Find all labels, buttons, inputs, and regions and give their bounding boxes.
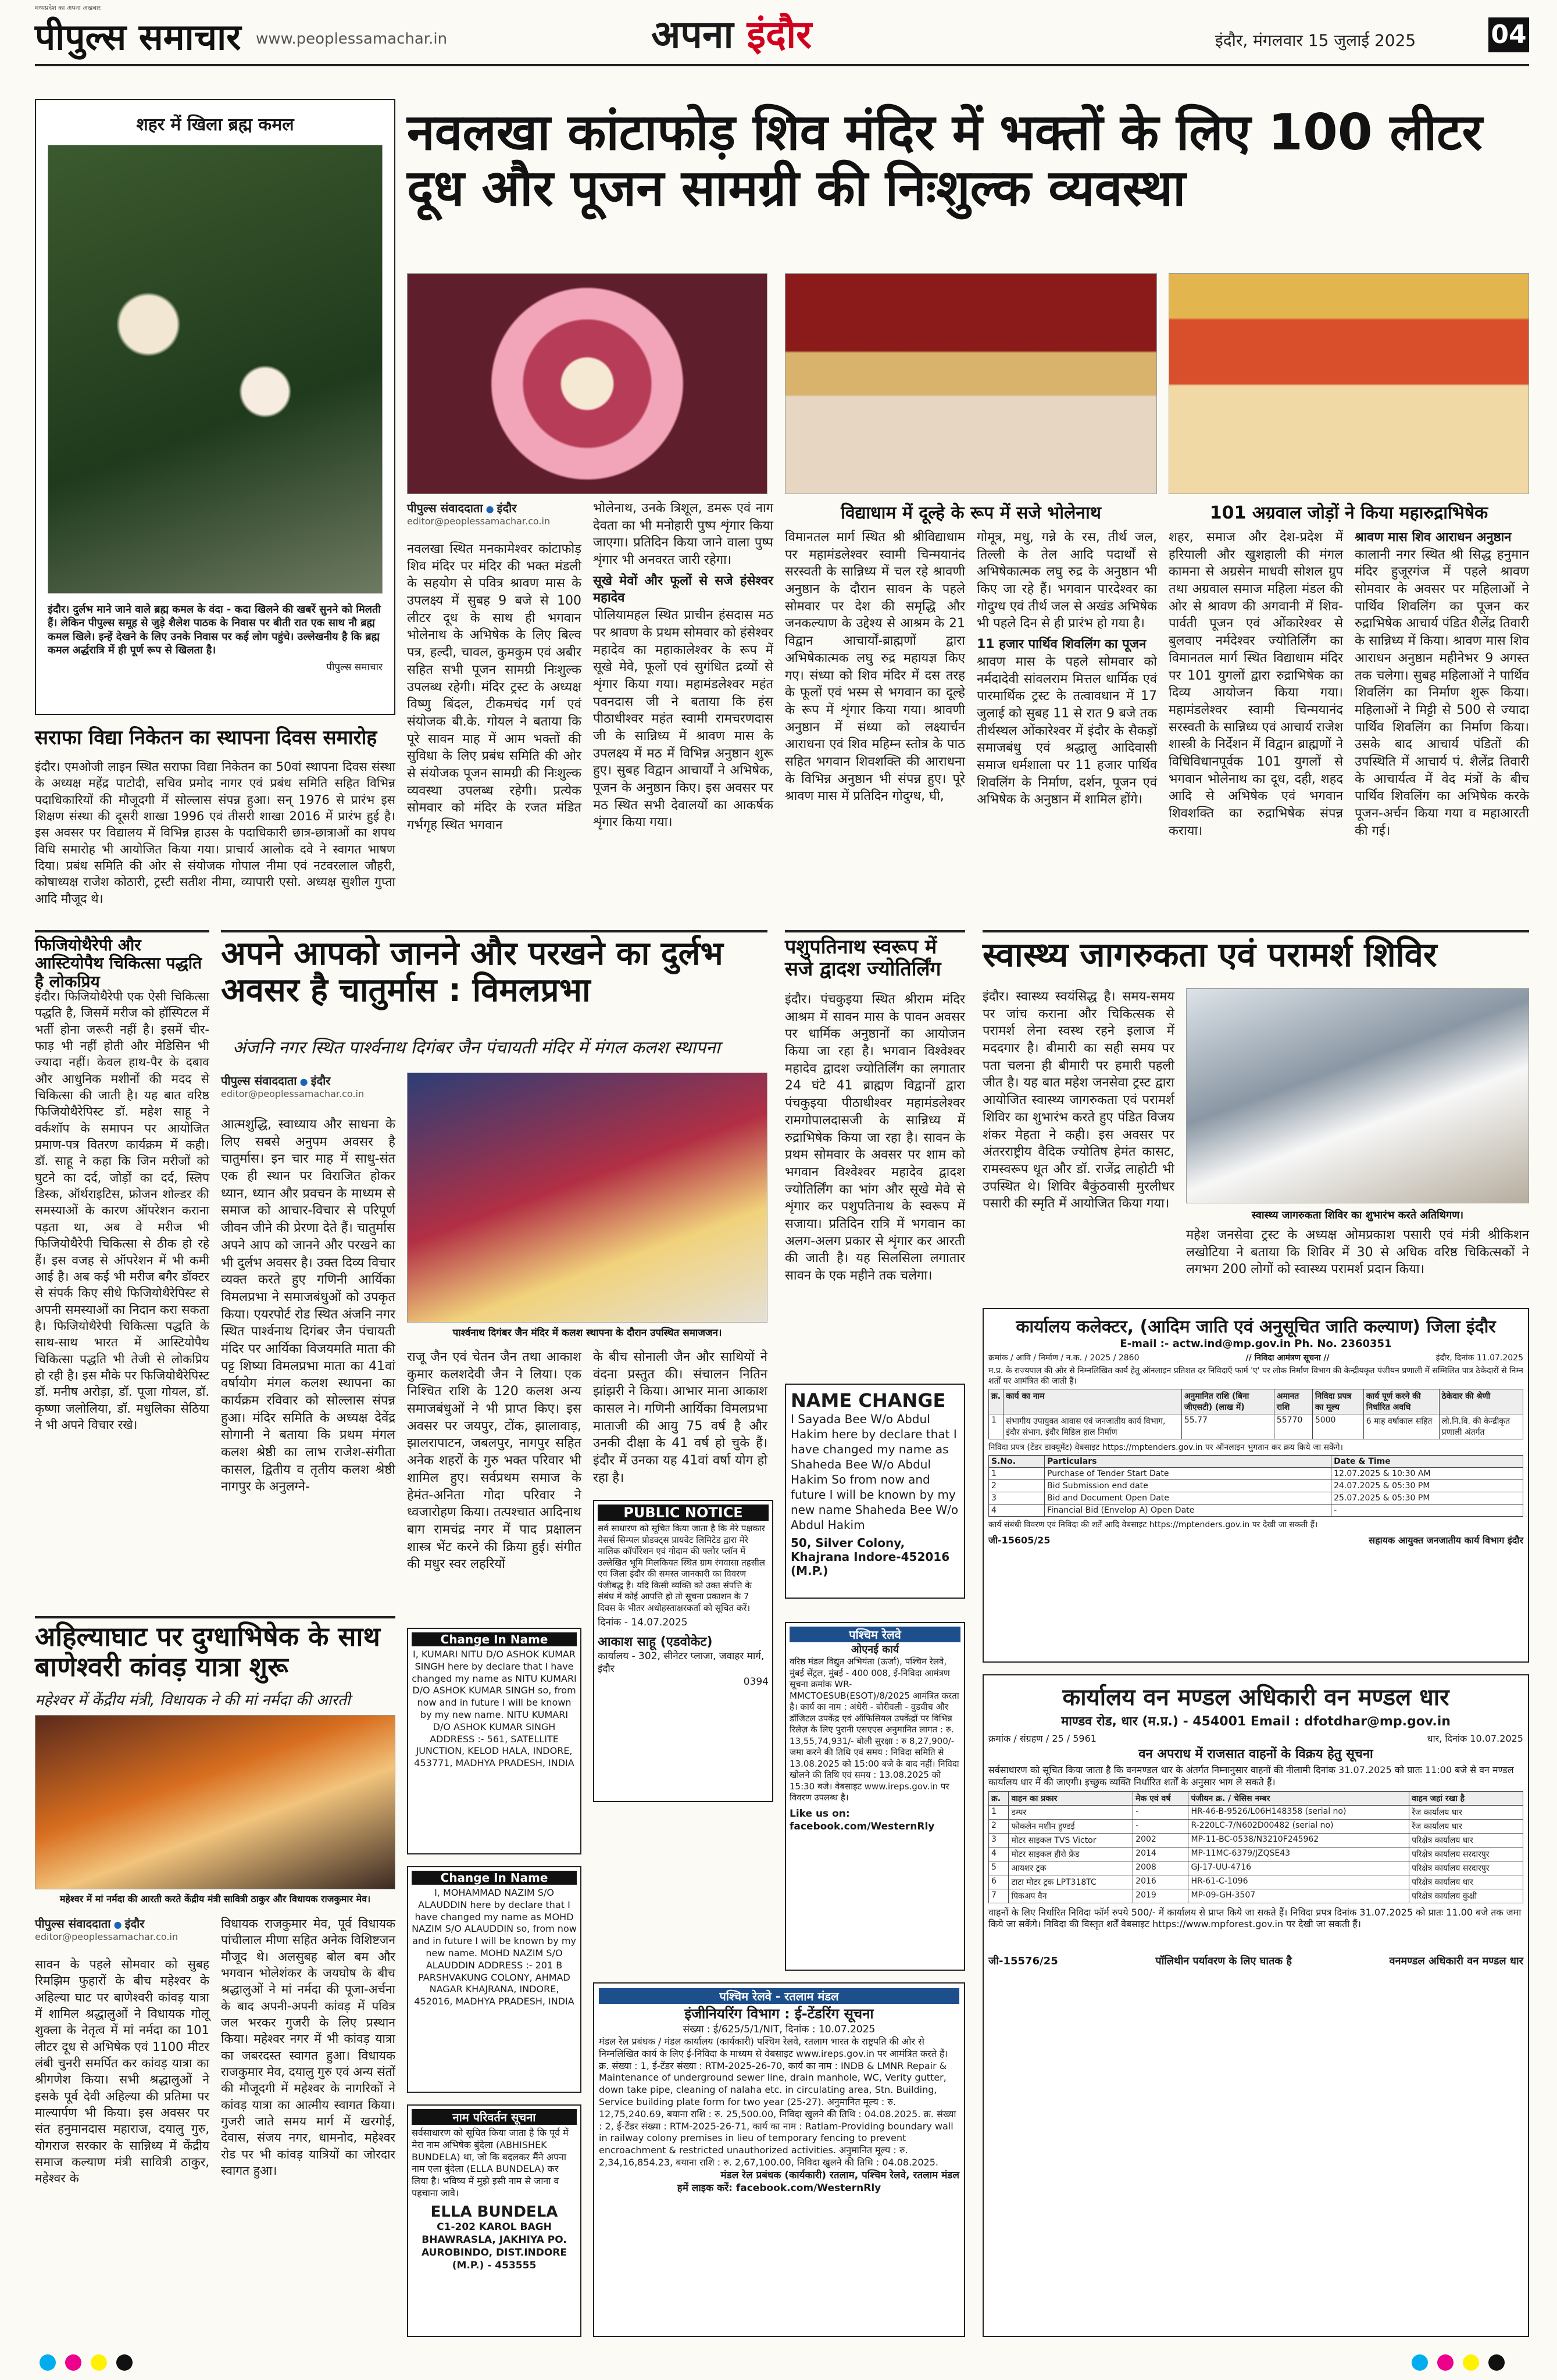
table-header: कार्य का नाम — [1004, 1389, 1182, 1414]
main-body-3: पोलियामहल स्थित प्राचीन हंसदास मठ पर श्रावण के प्रथम सोमवार को हंसेश्वर महादेव का महाकालेश्वर के रूप में सूखे मेवे, फूलों एवं सुगंधित द्रव्यों से शृंगार किया गया। महामंडलेश्वर महंत पवनदास जी ने बताया कि हंस पीठाधीश्वर महंत स्वामी रामचरणदास जी के सान्निध्य में श्रावण मास के उपलक्ष्य में मठ में विभिन्न अनुष्ठान शुरू हुए। सुबह विद्वान आचार्यों ने अभिषेक, पूजन के अनुष्ठान किए। इस अवसर पर मठ स्थित सभी देवालयों का आकर्षक शृंगार किया गया। — [593, 608, 773, 830]
jain-email[interactable]: editor@peoplessamachar.co.in — [221, 1088, 365, 1099]
table-header: Date & Time — [1331, 1456, 1523, 1468]
table-cell: टाटा मोटर ट्रक LPT318TC — [1009, 1875, 1133, 1889]
table-cell: R-220LC-7/N602D00482 (serial no) — [1188, 1819, 1409, 1833]
main-body-1: नवलखा स्थित मनकामेश्वर कांटाफोड़ शिव मंदिर पर मंदिर की भक्त मंडली के सहयोग से पवित्र श्रावण मास के उपलक्ष्य में सुबह 9 बजे से 100 लीटर दूध के साथ ही भगवान भोलेनाथ के अभिषेक के लिए बिल्व पत्र, हल्दी, चावल, कुमकुम एवं अबीर सहित सभी पूजन सामग्री निःशुल्क उपलब्ध रहेगी। मंदिर ट्रस्ट के अध्यक्ष विष्णु बिंदल, टीकमचंद गर्ग एवं संयोजक बी.के. गोयल ने बताया कि पूरे सावन माह में आम भक्तों की सुविधा के लिए प्रबंध समिति की ओर से संयोजक पूजन सामग्री की निःशुल्क व्यवस्था उपलब्ध रहेगी। प्रत्येक सोमवार को मंदिर के रजत मंडित गर्भगृह स्थित भगवान — [407, 542, 581, 832]
pashupati-body: इंदौर। पंचकुइया स्थित श्रीराम मंदिर आश्रम में सावन मास के पावन अवसर पर धार्मिक अनुष्ठानों का आयोजन किया जा रहा है। भगवान विश्वेश्वर महादेव द्वादश ज्योतिर्लिंग का लगातार 24 घंटे 41 ब्राह्मण विद्वानों द्वारा पंचकुइया पीठाधीश्वर महामंडलेश्वर रामगोपालदासजी के सान्निध्य में रुद्राभिषेक किया जा रहा है। सावन के प्रथम सोमवार के अवसर पर शाम को भगवान विश्वेश्वर महादेव द्वादश ज्योतिर्लिंग का भांग और सूखे मेवे से शृंगार कर पशुपतिनाथ के स्वरूप में सजाया। प्रतिदिन रात्रि में भगवान का अलग-अलग प्रकार से शृंगार कर आरती की जाती है। यह सिलसिला लगातार सावन के एक महीने तक चलेगा। — [785, 992, 965, 1283]
forest-contact: माण्डव रोड, धार (म.प्र.) - 454001 Email : dfotdhar@mp.gov.in — [1061, 1714, 1451, 1729]
table-header: वाहन का प्रकार — [1009, 1791, 1133, 1805]
forest-jee: जी-15576/25 — [988, 1955, 1058, 1968]
sarafa-headline: सराफा विद्या निकेतन का स्थापना दिवस समारोह — [35, 726, 377, 749]
railway-2-subtitle: इंजीनियरिंग विभाग : ई-टेंडरिंग सूचना — [684, 2006, 874, 2022]
brahma-caption: इंदौर। दुर्लभ माने जाने वाले ब्रह्म कमल के वंदा - कदा खिलने की खबरें सुनने को मिलती हैं। लेकिन पीपुल्स समूह से जुड़े शैलेश पाठक के निवास पर बीती रात एक साथ नौ ब्रह्म कमल खिले। इन्हें देखने के लिए उनके निवास पर कई लोग पहुंचे। उल्लेखनीय है कि ब्रह्म कमल अर्द्धरात्रि में ही पूर्ण रूप से खिलता है। — [48, 603, 381, 657]
railway-1-title: पश्चिम रेलवे — [790, 1627, 960, 1642]
change-name-1-title: Change In Name — [412, 1632, 577, 1646]
collector-schedule — [988, 1455, 1523, 1517]
table-cell: Financial Bid (Envelop A) Open Date — [1045, 1505, 1331, 1517]
table-header: ठेकेदार की श्रेणी — [1439, 1389, 1523, 1414]
table-row — [989, 1889, 1523, 1903]
table-cell: 7 — [989, 1889, 1009, 1903]
table-header: निविदा प्रपत्र का मूल्य — [1312, 1389, 1363, 1414]
table-cell: Bid Submission end date — [1045, 1480, 1331, 1492]
public-notice-date: दिनांक - 14.07.2025 — [598, 1617, 688, 1628]
table-cell: 2 — [989, 1480, 1045, 1492]
ahilya-byline: पीपुल्स संवाददाता ● इंदौर editor@peoplessamachar.co.in — [35, 1916, 209, 1942]
main-sub-3: श्रावण मास शिव आराधन अनुष्ठान — [1355, 530, 1512, 545]
table-header: S.No. — [989, 1456, 1045, 1468]
table-cell: 3 — [989, 1833, 1009, 1847]
table-row — [989, 1833, 1523, 1847]
table-cell: परिक्षेत्र कार्यालय धार — [1409, 1875, 1523, 1889]
forest-date: धार, दिनांक 10.07.2025 — [1427, 1733, 1523, 1744]
collector-jee: जी-15605/25 — [988, 1535, 1051, 1546]
railway-1-text: वरिष्ठ मंडल विद्युत अभियंता (ऊर्जा), पश्चिम रेलवे, मुंबई सेंट्रल, मुंबई - 400 008, ई-निविदा आमंत्रण सूचना क्रमांक WR-MMCTOESUB(ESOT)/8/2025 आमंत्रित करता है। कार्य का नाम : अंधेरी - बोरीवली - वुडवीच और डॉजिटल उपकेंद्र एवं ऑफिसियल उपकेंद्रों पर विभिन्न रिलेज़ के लिए पुरानी एसएएस अनुमानित लागत : रु. 13,55,74,931/- बोली सुरक्षा : रु 8,27,900/- जमा करने की तिथि एवं समय : निविदा समिति से 13.08.2025 को 15:00 बजे के बाद नहीं। निविदा खोलने की तिथि एवं समय : 13.08.2025 को 15:30 बजे। वेबसाइट www.ireps.gov.in पर विवरण उपलब्ध है। — [790, 1656, 959, 1803]
change-name-1-text: I, KUMARI NITU D/O ASHOK KUMAR SINGH here by declare that I have changed my name as NITU KUMARI D/O ASHOK KUMAR SINGH so, from now and in future I will be known by my new name. NITU KUMARI D/O ASHOK KUMAR SINGH ADDRESS :- 561, SATELLITE JUNCTION, KELOD HALA, INDORE, 453771, MADHYA PRADESH, INDIA — [412, 1649, 577, 1769]
forest-note: वाहनों के लिए निर्धारित निविदा फॉर्म रुपये 500/- में कार्यालय से प्राप्त किये जा सकते हैं। निविदा प्रपत्र दिनांक 31.07.2025 को प्रातः 11.00 बजे तक जमा किये जा सकेंगे। निविदा की विस्तृत शर्तें वेबसाइट https://www.mpforest.gov.in पर देखी जा सकती हैं। — [988, 1906, 1522, 1930]
paper-url[interactable]: www.peoplessamachar.in — [256, 30, 448, 48]
table-cell: 2002 — [1133, 1833, 1188, 1847]
change-name-3-name: ELLA BUNDELA — [430, 2203, 558, 2221]
table-cell: 2014 — [1133, 1847, 1188, 1861]
table-row — [989, 1875, 1523, 1889]
change-name-2-title: Change In Name — [412, 1871, 577, 1885]
table-cell: HR-46-B-9526/L06H148358 (serial no) — [1188, 1805, 1409, 1819]
main-body-5: गोमूत्र, मधु, गन्ने के रस, तीर्थ जल, तिल्ली के तेल आदि पदार्थों से अभिषेकात्मक लघु रुद्र के अनुष्ठान भी किए जा रहे हैं। भगवान पारदेश्वर का गोदुग्ध एवं तीर्थ जल से अखंड अभिषेक भी पहले दिन से ही प्रारंभ हो गया है। — [977, 530, 1157, 631]
table-row — [989, 1861, 1523, 1875]
print-color-marks-left — [35, 2354, 137, 2373]
name-change-title: NAME CHANGE — [791, 1389, 946, 1411]
table-cell: - — [1133, 1819, 1188, 1833]
change-name-2-text: I, MOHAMMAD NAZIM S/O ALAUDDIN here by declare that I have changed my name as MOHD NAZIM S/O ALAUDDIN so, from now and in future I will be known by my new name. MOHD NAZIM S/O ALAUDDIN ADDRESS :- 201 B PARSHVAKUNG COLONY, AHMAD NAGAR KHAJRANA, INDORE, 452016, MADHYA PRADESH, INDIA — [412, 1887, 577, 2007]
page-number: 04 — [1488, 17, 1529, 52]
pashupati-headline: पशुपतिनाथ स्वरूप में सजे द्वादश ज्योतिर्लिंग — [785, 935, 941, 981]
collector-sign: सहायक आयुक्त जनजातीय कार्य विभाग इंदौर — [1369, 1535, 1523, 1546]
table-cell: - — [1133, 1805, 1188, 1819]
table-header: क्र. — [989, 1791, 1009, 1805]
main-photo-2 — [785, 273, 1157, 494]
health-rule — [983, 930, 1529, 932]
change-name-3 — [407, 2104, 581, 2337]
health-body-2: महेश जनसेवा ट्रस्ट के अध्यक्ष ओमप्रकाश पसारी एवं मंत्री श्रीकिशन लखोटिया ने बताया कि शिविर में 30 से अधिक वरिष्ठ चिकित्सकों ने लगभग 200 लोगों को स्वास्थ्य परामर्श प्रदान किया। — [1186, 1228, 1529, 1277]
table-cell: 2019 — [1133, 1889, 1188, 1903]
collector-notice-label: // निविदा आमंत्रण सूचना // — [1245, 1353, 1330, 1363]
change-name-2 — [407, 1866, 581, 2093]
table-row — [989, 1492, 1523, 1505]
public-notice-text: सर्व साधारण को सूचित किया जाता है कि मेरे पक्षकार मेसर्स सिम्पल प्रोडक्ट्स प्रायवेट लिमिटेड द्वारा मेरे मालिक कॉर्पोरेशन एवं गोदाम की फ्लोर प्लॉन में उल्लेखित भूमि मिलकियत स्थित ग्राम रंगवासा तहसील एवं जिला इंदौर की समस्त जानकारी का विवरण पंजीबद्ध है। यदि किसी व्यक्ति को उक्त संपत्ति के संबंध में कोई आपत्ति हो तो सूचना प्रकाशन के 7 दिवस के भीतर अधोहस्ताक्षरकर्ता को सूचित करें। — [598, 1523, 765, 1613]
table-cell: परिक्षेत्र कार्यालय सरदारपुर — [1409, 1847, 1523, 1861]
collector-notice — [983, 1308, 1529, 1663]
table-cell: 25.07.2025 & 05:30 PM — [1331, 1492, 1523, 1505]
jain-byline: पीपुल्स संवाददाता ● इंदौर editor@peoplessamachar.co.in — [221, 1073, 395, 1099]
railway-notice-1 — [785, 1622, 965, 1971]
table-cell: 6 माह वर्षाकाल सहित — [1363, 1414, 1439, 1439]
table-cell: डम्पर — [1009, 1805, 1133, 1819]
table-row — [989, 1805, 1523, 1819]
ahilya-subheadline: महेश्वर में केंद्रीय मंत्री, विधायक ने की मां नर्मदा की आरती — [35, 1692, 351, 1709]
jain-photo — [407, 1073, 767, 1323]
table-header: वाहन जहां रखा है — [1409, 1791, 1523, 1805]
ahilya-rule — [35, 1616, 395, 1618]
table-cell: GJ-17-UU-4716 — [1188, 1861, 1409, 1875]
table-cell: रेंज कार्यालय धार — [1409, 1819, 1523, 1833]
table-cell: 2 — [989, 1819, 1009, 1833]
table-cell: मोटर साइकल TVS Victor — [1009, 1833, 1133, 1847]
table-cell: 1 — [989, 1414, 1004, 1439]
table-row — [989, 1468, 1523, 1480]
railway-notice-2 — [593, 1982, 965, 2337]
change-name-3-address: C1-202 KAROL BAGH BHAWRASLA, JAKHIYA PO. AUROBINDO, DIST.INDORE (M.P.) - 453555 — [421, 2221, 567, 2272]
forest-notice — [983, 1674, 1529, 2337]
physio-headline: फिजियोथैरेपी और आस्टियोपैथ चिकित्सा पद्धति है लोकप्रिय — [35, 935, 202, 991]
table-cell: 5 — [989, 1861, 1009, 1875]
collector-intro: म.प्र. के राज्यपाल की ओर से निम्नलिखित कार्य हेतु ऑनलाइन प्रतिशत दर निविदाएँ फार्म 'ए' पर लोक निर्माण विभाग की केन्द्रीयकृत पंजीयन प्रणाली में सम्मिलित पात्र ठेकेदारों से निम्न शर्तों पर आमंत्रित की जाती हैं। — [988, 1366, 1523, 1386]
ahilya-headline: अहिल्याघाट पर दुग्धाभिषेक के साथ बाणेश्वरी कांवड़ यात्रा शुरू — [35, 1621, 380, 1682]
jain-body-2: राजू जैन एवं चेतन जैन तथा आकाश कुमार कलशदेवी जैन ने लिया। एक निश्चित राशि के 120 कलश अन्य समाजबंधुओं ने भी प्राप्त किए। इस अवसर पर जयपुर, टोंक, झालावाड़, झालरापाटन, जबलपुर, नागपुर सहित अनेक शहरों के गुरु भक्त परिवार भी शामिल हुए। सर्वप्रथम समाज के हेमंत-अनिता गोदा परिवार ने ध्वजारोहण किया। तत्पश्चात आदिनाथ बाग रामचंद्र नगर में पाद प्रक्षालन शास्त्र भेंट करने की क्रिया हुई। संगीत की मधुर स्वर लहरियों — [407, 1350, 581, 1572]
jain-headline: अपने आपको जानने और परखने का दुर्लभ अवसर है चातुर्मास : विमलप्रभा — [221, 935, 723, 1009]
table-cell: परिक्षेत्र कार्यालय कुक्षी — [1409, 1889, 1523, 1903]
table-header: मेक एवं वर्ष — [1133, 1791, 1188, 1805]
brahma-photo — [48, 145, 383, 594]
change-name-3-title: नाम परिवर्तन सूचना — [412, 2109, 577, 2125]
table-cell: MP-09-GH-3507 — [1188, 1889, 1409, 1903]
main-body-col6 — [1355, 529, 1529, 839]
collector-contact: E-mail :- actw.ind@mp.gov.in Ph. No. 2360351 — [1120, 1338, 1392, 1350]
collector-footer-note: कार्य संबंधी विवरण एवं निविदा की शर्तें आदि वेबसाइट https://mptenders.gov.in पर देखी जा सकती हैं। — [988, 1520, 1318, 1530]
health-photo — [1186, 988, 1529, 1203]
table-row — [989, 1414, 1523, 1439]
health-body-1: इंदौर। स्वास्थ्य स्वयंसिद्ध है। समय-समय पर जांच कराना और चिकित्सक से परामर्श लेना स्वस्थ रहने इलाज में मददगार है। बीमारी का सही समय पर पता चलना ही बीमारी पर हमारी पहली जीत है। यह बात महेश जनसेवा ट्रस्ट द्वारा आयोजित स्वास्थ्य जागरुकता एवं परामर्श शिविर का शुभारंभ करते हुए पंडित विजय शंकर मेहता ने कही। इस अवसर पर अंतरराष्ट्रीय वैदिक ज्योतिष हेमंत कासट, रामस्वरूप धूत और डॉ. राजेंद्र लाहोटी भी उपस्थित थे। शिविर बैकुंठवासी मुरलीधर पसारी की स्मृति में आयोजित किया गया। — [983, 989, 1174, 1212]
jain-body-3: के बीच सोनाली जैन और साथियों ने वंदना प्रस्तुत की। संचालन नितिन झांझरी ने किया। आभार माना आकाश कासल ने। गणिनी आर्यिका विमलप्रभा माताजी की आयु 75 वर्ष है और उनकी दीक्षा के 41 वर्ष हो चुके हैं। इंदौर में उनका यह 41वां वर्षा योग हो रहा है। — [593, 1350, 767, 1485]
physio-rule — [35, 930, 209, 932]
main-body-2: भोलेनाथ, उनके त्रिशूल, डमरू एवं नाग देवता का भी मनोहारी पुष्प शृंगार किया जाएगा। प्रतिदिन किया जाने वाला पुष्प शृंगार भी अनवरत जारी रहेगा। — [593, 501, 773, 568]
jain-body-1: आत्मशुद्धि, स्वाध्याय और साधना के लिए सबसे अनुपम अवसर है चातुर्मास। इन चार माह में साधु-संत एक ही स्थान पर विराजित होकर ध्यान, ध्यान और प्रवचन के माध्यम से समाज को आचार-विचार से परिपूर्ण जीवन जीने की प्रेरणा देते हैं। चातुर्मास अपने आप को जानने और परखने का भी दुर्लभ अवसर है। उक्त दिव्य विचार व्यक्त करते हुए गणिनी आर्यिका विमलप्रभा ने समाजबंधुओं को उपकृत किया। एयरपोर्ट रोड स्थित अंजनि नगर स्थित पार्श्वनाथ दिगंबर जैन पंचायती मंदिर पर आर्यिका विजयमति माता की पट्ट शिष्या विमलप्रभा माता का 41वां वर्षायोग मंगल कलश स्थापना का कार्यक्रम रविवार को सोल्लास संपन्न हुआ। मंदिर समिति के अध्यक्ष देवेंद्र सोगानी ने बताया कि प्रथम मंगल कलश श्रेष्ठी का लाभ राजेश-संगीता कासल, द्वितीय व तृतीय कलश श्रेष्ठी नागपुर के अनुलग्ने- — [221, 1117, 395, 1495]
masthead-rule — [35, 64, 1529, 66]
collector-note: निविदा प्रपत्र (टेंडर डाक्यूमेंट) वेबसाइट https://mptenders.gov.in पर ऑनलाइन भुगतान कर क्रय किये जा सकेंगे। — [988, 1443, 1343, 1453]
table-cell: 2008 — [1133, 1861, 1188, 1875]
table-cell: Bid and Document Open Date — [1045, 1492, 1331, 1505]
table-cell: 55.77 — [1181, 1414, 1274, 1439]
ahilya-body-1: सावन के पहले सोमवार को सुबह रिमझिम फुहारों के बीच महेश्वर के अहिल्या घाट पर बाणेश्वरी कांवड़ यात्रा में शामिल श्रद्धालुओं ने विधायक गोलू शुक्ला के नेतृत्व में मां नर्मदा का 101 लीटर दूध से अभिषेक एवं 1100 मीटर लंबी चुनरी समर्पित कर कांवड़ यात्रा का श्रीगणेश किया। सभी श्रद्धालुओं ने इसके पूर्व देवी अहिल्या की प्रतिमा पर माल्यार्पण भी किया। इस अवसर पर संत हनुमानदास महाराज, दयालु गुरु, योगराज सरकार के सान्निध्य में केंद्रीय समाज कल्याण मंत्री सावित्री ठाकुर, महेश्वर के — [35, 1957, 209, 2186]
table-header: कार्य पूर्ण करने की निर्धारित अवधि — [1363, 1389, 1439, 1414]
ahilya-photo — [35, 1715, 395, 1889]
main-photo-caption-2: विद्याधाम में दूल्हे के रूप में सजे भोलेनाथ — [841, 503, 1101, 523]
public-notice-number: 0394 — [743, 1676, 769, 1688]
table-cell: लो.नि.वि. की केन्द्रीकृत प्रणाली अंतर्गत — [1439, 1414, 1523, 1439]
table-header: Particulars — [1045, 1456, 1331, 1468]
main-body-6: श्रावण मास के पहले सोमवार को नर्मदादेवी सांवलराम मित्तल धार्मिक एवं पारमार्थिक ट्रस्ट के तत्वावधान में 17 जुलाई को सुबह 11 से रात 9 बजे तक तीर्थस्थल ओंकारेश्वर में इंदौर के सैकड़ों समाजबंधु एवं श्रद्धालु आदिवासी समाज धर्मशाला पर 11 हजार पार्थिव शिवलिंग के निर्माण, दर्शन, पूजन एवं अभिषेक के अनुष्ठान में शामिल होंगे। — [977, 654, 1157, 807]
table-cell: Purchase of Tender Start Date — [1045, 1468, 1331, 1480]
table-cell: 4 — [989, 1505, 1045, 1517]
table-cell: परिक्षेत्र कार्यालय सरदारपुर — [1409, 1861, 1523, 1875]
table-row — [989, 1480, 1523, 1492]
issue-date: इंदौर, मंगलवार 15 जुलाई 2025 — [1215, 31, 1416, 50]
table-cell: 24.07.2025 & 05:30 PM — [1331, 1480, 1523, 1492]
jain-subheadline: अंजनि नगर स्थित पार्श्वनाथ दिगंबर जैन पंचायती मंदिर में मंगल कलश स्थापना — [233, 1038, 720, 1058]
name-change-text: I Sayada Bee W/o Abdul Hakim here by declare that I have changed my name as Shaheda Bee W/o Abdul Hakim So from now and future I will be known by my new name Shaheda Bee W/o Abdul Hakim — [791, 1412, 959, 1532]
table-cell: 1 — [989, 1805, 1009, 1819]
railway-1-footer[interactable]: Like us on: facebook.com/WesternRly — [790, 1807, 935, 1832]
table-cell: - — [1331, 1505, 1523, 1517]
main-sub-2: 11 हजार पार्थिव शिवलिंग का पूजन — [977, 637, 1147, 652]
forest-table — [988, 1791, 1523, 1903]
ahilya-photo-caption: महेश्वर में मां नर्मदा की आरती करते केंद्रीय मंत्री सावित्री ठाकुर और विधायक राजकुमार मेव। — [59, 1893, 371, 1904]
railway-2-text: मंडल रेल प्रबंधक / मंडल कार्यालय (कार्यकारी) पश्चिम रेलवे, रतलाम भारत के राष्ट्रपति की ओर से निम्नलिखित कार्य के लिए ई-निविदा के माध्यम से वेबसाइट www.ireps.gov.in पर आमंत्रित करते हैं। क्र. संख्या : 1, ई-टेंडर संख्या : RTM-2025-26-70, कार्य का नाम : INDB & LMNR Repair & Maintenance of underground sewer line, drain manhole, WC, Verity gutter, down take pipe, cleaning of nalaha etc. in circulating area, Stn. Building, Service building plate form for two year (25-27). अनुमानित मूल्य : रु. 12,75,240.69, बयाना राशि : रु. 25,500.00, निविदा खुलने की तिथि : 04.08.2025. क्र. संख्या : 2, ई-टेंडर संख्या : RTM-2025-26-71, कार्य का नाम : Ratlam-Providing boundary wall in railway colony premises in lieu of temporary fencing to prevent encroachment & restricted unauthorized activities. अनुमानित मूल्य : रु. 2,34,16,854.23, बयाना राशि : रु. 2,67,100.00, निविदा खुलने की तिथि : 04.08.2025. — [599, 2036, 956, 2168]
ahilya-body-2: विधायक राजकुमार मेव, पूर्व विधायक पांचीलाल मीणा सहित अनेक विशिष्टजन मौजूद थे। अलसुबह बोल बम और भगवान भोलेशंकर के जयघोष के बीच श्रद्धालुओं ने मां नर्मदा की पूजा-अर्चना के बाद अपनी-अपनी कांवड़ में पवित्र जल भरकर गुजरी के लिए प्रस्थान किया। महेश्वर नगर में भी कांवड़ यात्रा का जबरदस्त स्वागत हुआ। विधायक राजकुमार मेव, दयालु गुरु एवं अन्य संतों की मौजूदगी में महेश्वर के नागरिकों ने कांवड़ यात्रा का आत्मीय स्वागत किया। गुजरी जाते समय मार्ग में खरगोई, देवास, संजय नगर, धामनोद, महेश्वर रोड पर भी कांवड़ यात्रियों का जोरदार स्वागत हुआ। — [221, 1917, 395, 2178]
railway-2-footer[interactable]: हमें लाइक करें: facebook.com/WesternRly — [677, 2182, 881, 2194]
name-change-box — [785, 1384, 965, 1599]
table-cell: संभागीय उपायुक्त आवास एवं जनजातीय कार्य विभाग, इंदौर संभाग, इंदौर मिडिल हाल निर्माण — [1004, 1414, 1182, 1439]
jain-photo-caption: पार्श्वनाथ दिगंबर जैन मंदिर में कलश स्थापना के दौरान उपस्थित समाजजन। — [452, 1327, 722, 1339]
table-cell: रेंज कार्यालय धार — [1409, 1805, 1523, 1819]
table-cell: MP-11MC-6379/JZQSE43 — [1188, 1847, 1409, 1861]
table-cell: 6 — [989, 1875, 1009, 1889]
change-name-3-text: सर्वसाधारण को सूचित किया जाता है कि पूर्व में मेरा नाम अभिषेक बुंदेला (ABHISHEK BUNDELA) था, जो कि बदलकर मैंने अपना नाम एला बुंदेला (ELLA BUNDELA) कर लिया है। भविष्य में मुझे इसी नाम से जाना व पहचाना जावे। — [412, 2127, 569, 2199]
table-cell: 3 — [989, 1492, 1045, 1505]
table-cell: 12.07.2025 & 10:30 AM — [1331, 1468, 1523, 1480]
brahma-title: शहर में खिला ब्रह्म कमल — [136, 115, 294, 135]
forest-intro: सर्वसाधारण को सूचित किया जाता है कि वनमण्डल धार के अंतर्गत निम्नानुसार वाहनों की नीलामी दिनांक 31.07.2025 को प्रातः 11:00 बजे से वन मण्डल कार्यालय धार में की जाएगी। इच्छुक व्यक्ति निर्धारित शर्तों के अनुसार भाग ले सकते हैं। — [988, 1764, 1514, 1788]
collector-table — [988, 1389, 1523, 1439]
health-headline: स्वास्थ्य जागरुकता एवं परामर्श शिविर — [983, 935, 1437, 974]
brahma-box — [35, 99, 395, 715]
health-photo-caption: स्वास्थ्य जागरुकता शिविर का शुभारंभ करते अतिथिगण। — [1251, 1209, 1464, 1221]
table-row — [989, 1819, 1523, 1833]
ahilya-email[interactable]: editor@peoplessamachar.co.in — [35, 1931, 178, 1942]
table-cell: HR-61-C-1096 — [1188, 1875, 1409, 1889]
table-header: पंजीयन क्र. / चेसिस नम्बर — [1188, 1791, 1409, 1805]
main-body-7: शहर, समाज और देश-प्रदेश में हरियाली और खुशहाली की मंगल कामना से अग्रसेन माधवी सोशल ग्रुप तथा अग्रवाल समाज महिला मंडल की ओर से श्रावण की अगवानी में शिव-पार्वती पूजन एवं ओंकारेश्वर से बुलवाए नर्मदेश्वर ज्योतिर्लिंग का विमानतल मार्ग स्थित विद्याधाम मंदिर पर 101 युगलों द्वारा रुद्राभिषेक का दिव्य आयोजन किया गया। महामंडलेश्वर स्वामी चिन्मयानंद सरस्वती के सान्निध्य एवं आचार्य राजेश शास्त्री के निर्देशन में विद्वान ब्राह्मणों ने विधिविधानपूर्वक 101 युगलों से भगवान भोलेनाथ का दूध, दही, शहद आदि से अभिषेक एवं भगवान शिवशक्ति का रुद्राभिषेक संपन्न कराया। — [1169, 530, 1343, 838]
railway-1-subtitle: ओएनई कार्य — [851, 1643, 899, 1656]
jain-rule — [221, 930, 767, 932]
public-notice-title: PUBLIC NOTICE — [598, 1505, 769, 1521]
main-body-8: कालानी नगर स्थित श्री सिद्ध हनुमान मंदिर हुजूरगंज में पहले श्रावण सोमवार के अवसर पर महिलाओं ने पार्थिव शिवलिंग का पूजन कर रुद्राभिषेक आचार्य पंडित शैलेंद्र तिवारी के सान्निध्य में किया। श्रावण मास शिव आराधन अनुष्ठान महीनेभर 9 अगस्त तक चलेगा। सुबह महिलाओं ने पार्थिव शिवलिंग का निर्माण शुरू किया। महिलाओं ने मिट्टी से 500 से ज्यादा पार्थिव शिवलिंग का निर्माण किया। उसके बाद आचार्य पंडितों की उपस्थिति में आचार्य पं. शैलेंद्र तिवारी के आचार्यत्व में वेद मंत्रों के बीच पार्थिव शिवलिंग का अभिषेक करके पूजन-अर्चन किया गया व महाआरती की गई। — [1355, 547, 1529, 838]
section-title: अपना इंदौर — [651, 12, 812, 57]
table-header: क्र. — [989, 1389, 1004, 1414]
main-headline: नवलखा कांटाफोड़ शिव मंदिर में भक्तों के लिए 100 लीटर दूध और पूजन सामग्री की निःशुल्क व्यवस्था — [407, 103, 1483, 218]
paper-logo: पीपुल्स समाचार — [35, 16, 241, 58]
table-cell: 4 — [989, 1847, 1009, 1861]
forest-slogan: पॉलिथीन पर्यावरण के लिए घातक है — [1155, 1955, 1292, 1968]
main-body-col4 — [977, 529, 1157, 809]
table-cell: आयशर ट्रक — [1009, 1861, 1133, 1875]
table-cell: फोकलेन मशीन हुण्डई — [1009, 1819, 1133, 1833]
table-row — [989, 1847, 1523, 1861]
forest-subtitle: वन अपराध में राजसात वाहनों के विक्रय हेतु सूचना — [1138, 1747, 1373, 1761]
table-header: अनुमानित राशि (बिना जीएसटी) (लाख में) — [1181, 1389, 1274, 1414]
table-cell: 2016 — [1133, 1875, 1188, 1889]
brahma-credit: पीपुल्स समाचार — [326, 661, 383, 673]
table-row — [989, 1505, 1523, 1517]
collector-date: इंदौर, दिनांक 11.07.2025 — [1435, 1353, 1523, 1363]
table-cell: 1 — [989, 1468, 1045, 1480]
table-cell: मोटर साइकल हीरो फ्रेंड — [1009, 1847, 1133, 1861]
main-photo-caption-3: 101 अग्रवाल जोड़ों ने किया महारुद्राभिषेक — [1209, 503, 1488, 523]
collector-title: कार्यालय कलेक्टर, (आदिम जाति एवं अनुसूचित जाति कल्याण) जिला इंदौर — [1016, 1317, 1496, 1337]
lawyer-address: कार्यालय - 302, सीनेटर प्लाजा, जवाहर मार्ग, इंदौर — [598, 1650, 765, 1675]
collector-ref: क्रमांक / आवि / निर्माण / न.क. / 2025 / 2860 — [988, 1353, 1140, 1363]
table-cell: पिकअप वैन — [1009, 1889, 1133, 1903]
main-photo-3 — [1169, 273, 1529, 494]
public-notice — [593, 1500, 773, 1802]
physio-body: इंदौर। फिजियोथैरेपी एक ऐसी चिकित्सा पद्धति है, जिसमें मरीज को हॉस्पिटल में भर्ती होना जरूरी नहीं है। इसमें चीर-फाड़ भी नहीं होती और मेडिसिन भी ज्यादा नहीं। केवल हाथ-पैर के दबाव और आधुनिक मशीनों की मदद से चिकित्सा की जाती है। यह बात वरिष्ठ फिजियोथैरेपिस्ट डॉ. महेश साहू ने वर्कशॉप के समापन पर आयोजित प्रमाण-पत्र वितरण कार्यक्रम में कही। डॉ. साहू ने कहा कि जिन मरीजों को घुटने का दर्द, जोड़ों का दर्द, स्लिप डिस्क, ऑर्थराइटिस, फ्रोजन शोल्डर की समस्याओं के कारण ऑपरेशन कराना पड़ता था, अब वे मरीज भी फिजियोथैरेपी चिकित्सा से ठीक हो रहे हैं। इस वजह से ऑपरेशन में भी कमी आई है। अब कई भी मरीज बगैर डॉक्टर से संपर्क किए सीधे फिजियोथैरेपिस्ट से अपनी समस्याओं का निदान करा सकता है। फिजियोथैरेपी चिकित्सा पद्धति के साथ-साथ भारत में आस्टियोपैथ चिकित्सा पद्धति भी तेजी से लोकप्रिय हो रही है। इस मौके पर फिजियोथैरेपिस्ट डॉ. मनीष अरोड़ा, डॉ. पूजा गोयल, डॉ. कृष्णा जलोलिया, डॉ. मधुलिका सेठिया ने भी अपने विचार रखे। — [35, 989, 209, 1432]
railway-2-ref: संख्या : ई/625/5/1/NIT, दिनांक : 10.07.2025 — [683, 2024, 876, 2035]
table-cell: MP-11-BC-0538/N3210F245962 — [1188, 1833, 1409, 1847]
print-color-marks-right — [1407, 2354, 1509, 2373]
main-sub-1: सूखे मेवों और फूलों से सजे हंसेश्वर महादेव — [593, 573, 773, 606]
railway-2-title: पश्चिम रेलवे - रतलाम मंडल — [599, 1988, 959, 2004]
table-cell: 55770 — [1274, 1414, 1312, 1439]
lawyer-name: आकाश साहू (एडवोकेट) — [598, 1635, 713, 1650]
name-change-address: 50, Silver Colony, Khajrana Indore-452016 (M.P.) — [791, 1536, 950, 1578]
table-header: अमानत राशि — [1274, 1389, 1312, 1414]
masthead-tagline: मध्यप्रदेश का अपना अखबार — [35, 4, 101, 12]
main-body-4: विमानतल मार्ग स्थित श्री श्रीविद्याधाम पर महामंडलेश्वर स्वामी चिन्मयानंद सरस्वती के सान्निध्य में चल रहे श्रावणी अनुष्ठान के दौरान सावन के पहले सोमवार पर देश की समृद्धि और जनकल्याण के उद्देश्य से आश्रम के 21 विद्वान आचार्यों-ब्राह्मणों द्वारा अभिषेकात्मक लघु रुद्र महायज्ञ किए गए। संध्या को शिव मंदिर में दस तरह के फूलों एवं भस्म से भगवान का दूल्हे के रूप में शृंगार किया गया। श्रावणी अनुष्ठान में संध्या को लक्ष्यार्चन आराधना एवं शिव महिम्न स्तोत्र के पाठ सहित भगवान शिवशक्ति की आराधना के विभिन्न अनुष्ठान भी संपन्न हुए। पूरे श्रावण मास में प्रतिदिन गोदुग्ध, घी, — [785, 530, 965, 804]
main-photo-1 — [407, 273, 767, 494]
forest-ref: क्रमांक / संग्रहण / 25 / 5961 — [988, 1733, 1097, 1744]
main-body-col2 — [593, 500, 773, 831]
forest-title: कार्यालय वन मण्डल अधिकारी वन मण्डल धार — [1062, 1684, 1449, 1711]
pashupati-rule — [785, 930, 965, 932]
forest-sign: वनमण्डल अधिकारी वन मण्डल धार — [1389, 1955, 1523, 1968]
railway-2-sign: मंडल रेल प्रबंधक (कार्यकारी) रतलाम, पश्चिम रेलवे, रतलाम मंडल — [720, 2169, 959, 2181]
main-byline: पीपुल्स संवाददाता ● इंदौर editor@peoplessamachar.co.in — [407, 500, 581, 527]
main-email[interactable]: editor@peoplessamachar.co.in — [407, 516, 551, 527]
sarafa-body: इंदौर। एमओजी लाइन स्थित सराफा विद्या निकेतन का 50वां स्थापना दिवस संस्था के अध्यक्ष महेंद्र पाटोदी, सचिव प्रमोद नागर एवं प्रबंध समिति सहित विभिन्न पदाधिकारियों की मौजूदगी में सोल्लास संपन्न हुआ। सन् 1976 से प्रारंभ इस शिक्षण संस्था की दूसरी शाखा 1996 एवं तीसरी शाखा 2016 में प्रारंभ हुई है। इस अवसर पर विद्यालय में विभिन्न हाउस के पदाधिकारी छात्र-छात्राओं का शपथ विधि समारोह भी आयोजित किया गया। प्राचार्य आलोक दवे ने स्वागत भाषण दिया। प्रबंध समिति की ओर से संयोजक गोपाल नीमा एवं नटवरलाल जौहरी, कोषाध्यक्ष राजेश कोठारी, ट्रस्टी सतीश नीमा, व्यापारी एसो. अध्यक्ष सुशील गुप्ता आदि मौजूद थे। — [35, 760, 395, 906]
table-cell: 5000 — [1312, 1414, 1363, 1439]
table-cell: परिक्षेत्र कार्यालय धार — [1409, 1833, 1523, 1847]
change-name-1 — [407, 1628, 581, 1854]
